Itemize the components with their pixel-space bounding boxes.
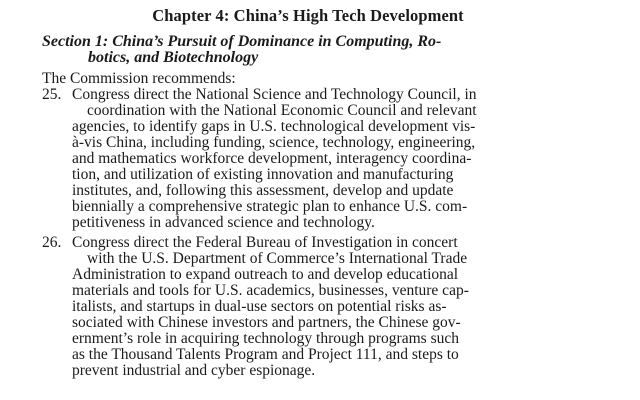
- recommendation-line: ernment’s role in acquiring technology through programs such: [72, 330, 459, 347]
- chapter-title: Chapter 4: China’s High Tech Development: [152, 6, 464, 25]
- recommendation-line: Congress direct the Federal Bureau of Investigation in concert: [72, 234, 458, 251]
- intro-text: The Commission recommends:: [42, 70, 236, 87]
- recommendation-item: [42, 87, 542, 231]
- recommendation-line: institutes, and, following this assessment, develop and update: [72, 182, 454, 199]
- recommendation-line: italists, and startups in dual-use sectors on potential risks as-: [72, 298, 447, 315]
- recommendation-number: 25.: [42, 86, 62, 103]
- recommendation-line: petitiveness in advanced science and technology.: [72, 214, 375, 231]
- recommendation-line: biennially a comprehensive strategic plan to enhance U.S. com-: [72, 198, 468, 215]
- section-title: [42, 34, 542, 66]
- recommendation-line: materials and tools for U.S. academics, businesses, venture cap-: [72, 282, 469, 299]
- recommendation-line: and mathematics workforce development, interagency coordina-: [72, 150, 472, 167]
- recommendation-line: prevent industrial and cyber espionage.: [72, 362, 316, 379]
- recommendation-text: [72, 235, 542, 379]
- section-title-line: Section 1: China’s Pursuit of Dominance in Computing, Ro-: [42, 33, 442, 50]
- recommendation-line: as the Thousand Talents Program and Project 111, and steps to: [72, 346, 459, 363]
- recommendation-line: à-vis China, including funding, science, technology, engineering,: [72, 134, 476, 151]
- recommendation-line: Congress direct the National Science and Technology Council, in: [72, 86, 477, 103]
- recommendation-line: coordination with the National Economic Council and relevant: [87, 102, 477, 119]
- recommendation-line: with the U.S. Department of Commerce’s International Trade: [87, 250, 468, 267]
- recommendation-line: tion, and utilization of existing innovation and manufacturing: [72, 166, 454, 183]
- recommendation-line: sociated with Chinese investors and partners, the Chinese gov-: [72, 314, 461, 331]
- recommendation-line: agencies, to identify gaps in U.S. technological development vis-: [72, 118, 476, 135]
- document-page: [42, 6, 542, 379]
- recommendation-line: Administration to expand outreach to and develop educational: [72, 266, 459, 283]
- section-title-line: botics, and Biotechnology: [88, 49, 259, 66]
- recommendation-item: [42, 235, 542, 379]
- recommendation-number: 26.: [42, 234, 62, 251]
- recommendation-text: [72, 87, 542, 231]
